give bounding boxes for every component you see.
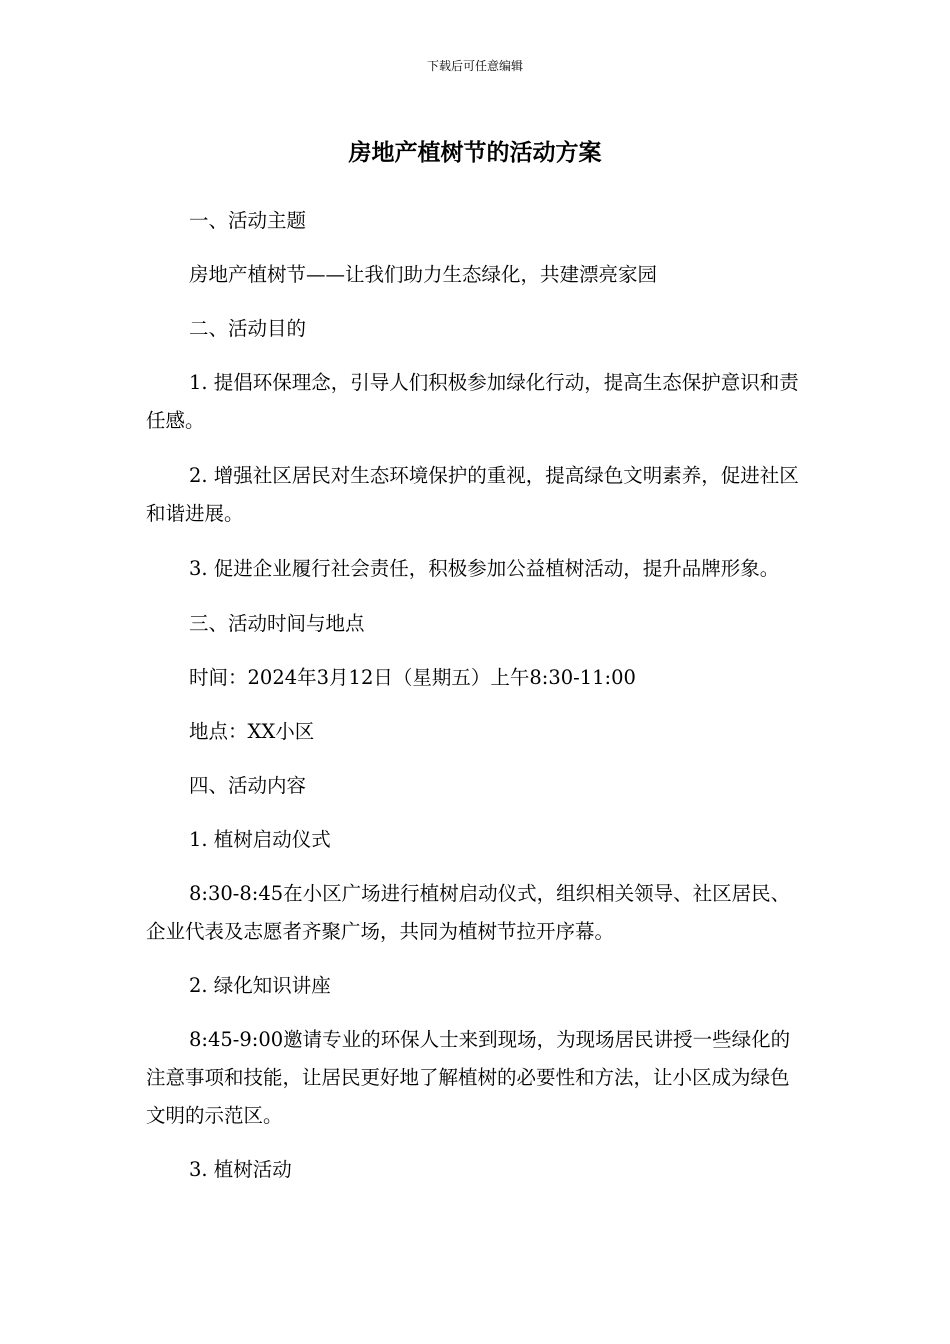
section-heading-time-place: 三、活动时间与地点	[189, 612, 365, 635]
content-item-1-title: 1. 植树启动仪式	[189, 828, 331, 851]
document-title: 房地产植树节的活动方案	[348, 140, 602, 166]
content-item-3-title: 3. 植树活动	[189, 1158, 292, 1181]
header-note: 下载后可任意编辑	[426, 59, 523, 73]
section-heading-purpose: 二、活动目的	[189, 317, 307, 340]
event-location: 地点：XX小区	[189, 720, 315, 743]
content-item-2-text: 8:45-9:00邀请专业的环保人士来到现场，为现场居民讲授一些绿化的注意事项和技能，让居民更好地了解植树的必要性和方法，让小区成为绿色文明的示范区。	[146, 1028, 791, 1127]
section-heading-content: 四、活动内容	[189, 774, 307, 797]
section-heading-theme: 一、活动主题	[189, 209, 307, 232]
content-item-2-title: 2. 绿化知识讲座	[189, 974, 331, 997]
theme-text: 房地产植树节——让我们助力生态绿化，共建漂亮家园	[189, 263, 658, 286]
content-item-1-text: 8:30-8:45在小区广场进行植树启动仪式，组织相关领导、社区居民、企业代表及志愿者齐聚广场，共同为植树节拉开序幕。	[146, 882, 791, 943]
purpose-item-3: 3. 促进企业履行社会责任，积极参加公益植树活动，提升品牌形象。	[189, 557, 780, 580]
purpose-item-1: 1. 提倡环保理念，引导人们积极参加绿化行动，提高生态保护意识和责任感。	[146, 371, 799, 432]
document-body	[146, 202, 806, 1189]
event-time: 时间：2024年3月12日（星期五）上午8:30-11:00	[189, 666, 636, 689]
purpose-item-2: 2. 增强社区居民对生态环境保护的重视，提高绿色文明素养，促进社区和谐进展。	[146, 464, 799, 525]
